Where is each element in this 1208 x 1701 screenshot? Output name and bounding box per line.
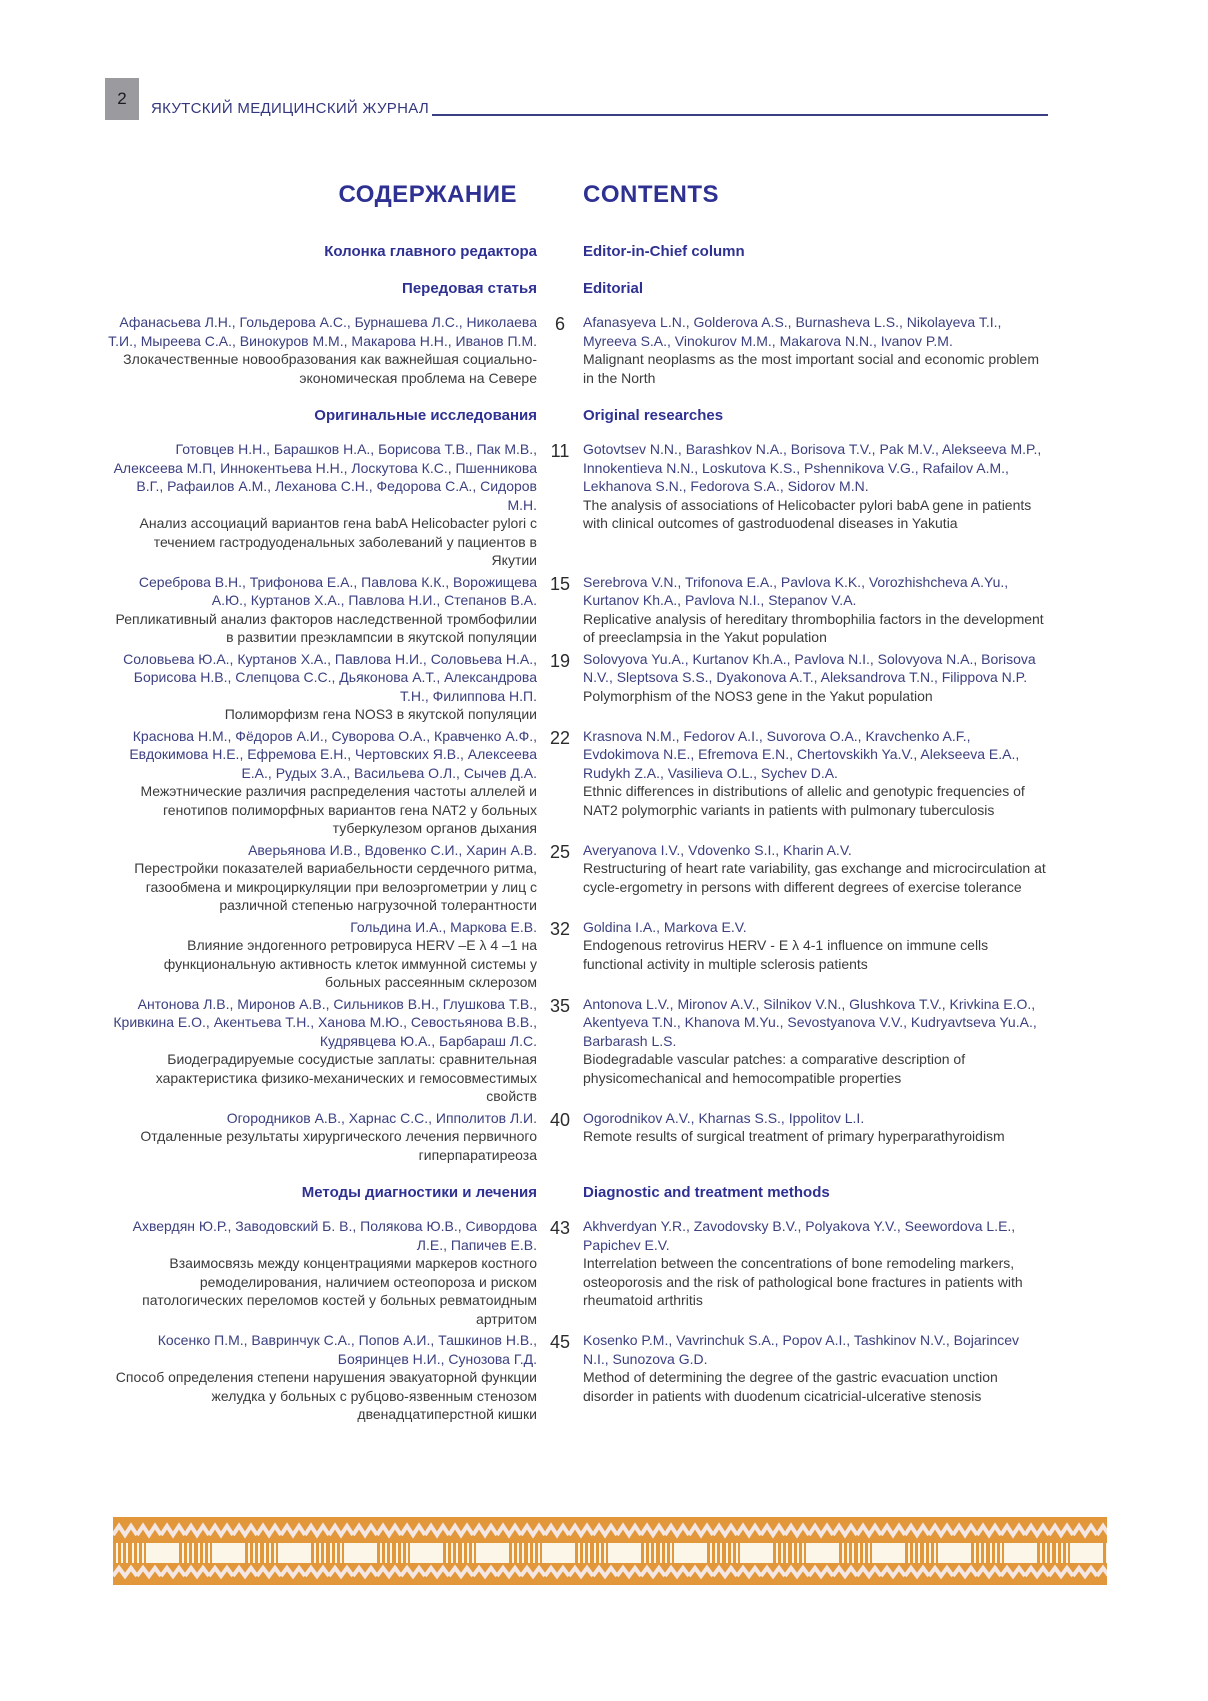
entry-title-en: Remote results of surgical treatment of primary hyperparathyroidism [583,1128,1005,1144]
entry-title-ru: Полиморфизм гена NOS3 в якутской популяции [224,706,537,722]
entry-russian [105,1331,537,1424]
entry-page-number: 32 [549,918,571,939]
table-of-contents [105,181,1048,1427]
toc-entry [105,918,1048,992]
entry-russian [105,1217,537,1328]
entry-authors-ru: Гольдина И.А., Маркова Е.В. [350,918,537,935]
entry-title-ru: Межэтнические различия распределения частоты аллелей и генотипов полиморфных вариантов гена NAT2 у больных туберкулезом органов дыхания [140,783,537,836]
section-header-ru: Передовая статья [402,280,537,297]
entry-authors-ru: Огородников А.В., Харнас С.С., Ипполитов Л.И. [226,1109,537,1126]
section-header-en: Editor-in-Chief column [583,243,745,260]
section-header-row [105,243,1048,260]
entry-authors-en: Gotovtsev N.N., Barashkov N.A., Borisova T.V., Pak M.V., Alekseeva M.P., Innokentieva N.N., Loskutova K.S., Pshennikova V.G., Rafailov A.M., Lekhanova S.N., Fedorova S.A., Sidorov M.N. [583,441,1042,494]
entry-english [583,841,1048,915]
entry-title-ru: Перестройки показателей вариабельности сердечного ритма, газообмена и микроциркуляции при велоэргометрии у лиц с различной степенью нагрузочной толерантности [134,860,537,913]
section-header-en: Original researches [583,407,724,424]
toc-entry [105,1331,1048,1424]
entry-authors-en: Kosenko P.M., Vavrinchuk S.A., Popov A.I., Tashkinov N.V., Bojarincev N.I., Sunozova G.D. [583,1332,1020,1367]
entry-page-number: 25 [549,841,571,862]
entry-page-number: 40 [549,1109,571,1130]
section-header-row [105,280,1048,297]
entry-authors-en: Antonova L.V., Mironov A.V., Silnikov V.N., Glushkova T.V., Krivkina E.O., Akentyeva T.N., Khanova M.Yu., Sevostyanova V.V., Kudryavtseva Yu.A., Barbarash L.S. [583,995,1037,1049]
entry-title-en: Malignant neoplasms as the most important social and economic problem in the North [583,351,1040,386]
entry-russian [105,995,537,1106]
toc-entry [105,440,1048,570]
toc-entry [105,1217,1048,1328]
entry-english [583,313,1048,387]
toc-entry [105,573,1048,647]
entry-authors-en: Solovyova Yu.A., Kurtanov Kh.A., Pavlova N.I., Solovyova N.A., Borisova N.V., Sleptsova S.S., Dyakonova A.T., Aleksandrova T.N., Filippova N.P. [583,650,1036,685]
entry-russian [105,918,537,992]
entry-title-en: Endogenous retrovirus HERV - E λ 4-1 influence on immune cells functional activity in multiple sclerosis patients [583,937,989,972]
zigzag-band-top [113,1517,1107,1543]
section-header-spacer [537,407,583,424]
entry-authors-ru: Афанасьева Л.Н., Гольдерова А.С., Бурнашева Л.С., Николаева Т.И., Мыреева С.А., Винокуров М.М., Макарова Н.Н., Иванов П.М. [108,314,537,349]
entry-authors-ru: Ахвердян Ю.Р., Заводовский Б. В., Полякова Ю.В., Сивордова Л.Е., Папичев Е.В. [132,1218,537,1253]
entry-authors-en: Afanasyeva L.N., Golderova A.S., Burnasheva L.S., Nikolayeva T.I., Myreeva S.A., Vinokurov M.M., Makarova N.N., Ivanov P.M. [583,314,1002,349]
entry-authors-ru: Сереброва В.Н., Трифонова Е.А., Павлова К.К., Ворожищева А.Ю., Куртанов Х.А., Павлова Н.И., Степанов В.А. [138,573,537,608]
entry-authors-en: Serebrova V.N., Trifonova E.A., Pavlova K.K., Vorozhishcheva A.Yu., Kurtanov Kh.A., Pavlova N.I., Stepanov V.A. [583,573,1009,608]
entry-title-en: Polymorphism of the NOS3 gene in the Yakut population [583,687,933,704]
entry-russian [105,650,537,724]
toc-entry [105,841,1048,915]
entry-title-ru: Репликативный анализ факторов наследственной тромбофилии в развитии преэклампсии в якутской популяции [115,610,537,645]
entry-title-ru: Влияние эндогенного ретровируса HERV –E λ 4 –1 на функциональную активность клеток иммунной системы у больных рассеянным склерозом [163,937,537,990]
entry-title-ru: Биодеградируемые сосудистые заплаты: сравнительная характеристика физико-механических и гемосовместимых свойств [155,1051,537,1104]
toc-title-row [105,181,1048,209]
entry-russian [105,841,537,915]
section-header-row [105,1184,1048,1201]
toc-entry [105,995,1048,1106]
section-header-spacer [537,243,583,260]
section-header-row [105,407,1048,424]
page-header [105,78,1048,122]
toc-body [105,243,1048,1424]
entry-english [583,573,1048,647]
entry-title-ru: Отдаленные результаты хирургического лечения первичного гиперпаратиреоза [140,1128,537,1163]
entry-english [583,1217,1048,1328]
entry-title-en: Restructuring of heart rate variability, gas exchange and microcirculation at cycle-ergometry in persons with different degrees of exercise tolerance [583,860,1046,895]
entry-russian [105,440,537,570]
section-header-en: Diagnostic and treatment methods [583,1184,830,1201]
entry-russian [105,573,537,647]
entry-page-number: 11 [550,441,570,461]
entry-authors-ru: Готовцев Н.Н., Барашков Н.А., Борисова Т.В., Пак М.В., Алексеева М.П, Иннокентьева Н.Н., Лоскутова К.С., Пшенникова В.Г., Рафаилов А.М., Леханова С.Н., Федорова С.А., Сидоров М.Н. [113,441,537,513]
entry-page-number: 19 [549,650,571,671]
section-header-spacer [537,280,583,297]
entry-authors-en: Akhverdyan Y.R., Zavodovsky B.V., Polyakova Y.V., Seewordova L.E., Papichev E.V. [583,1218,1016,1253]
toc-title-ru: СОДЕРЖАНИЕ [338,181,517,208]
entry-page-number: 43 [549,1218,571,1238]
section-header-ru: Методы диагностики и лечения [301,1184,537,1201]
entry-russian [105,727,537,838]
entry-english [583,918,1048,992]
entry-authors-ru: Аверьянова И.В., Вдовенко С.И., Харин А.В. [248,841,537,858]
entry-authors-ru: Соловьева Ю.А., Куртанов Х.А., Павлова Н.И., Соловьева Н.А., Борисова Н.В., Слепцова С.С., Дьяконова А.Т., Александрова Т.Н., Филиппова Н.П. [123,650,537,704]
entry-title-en: The analysis of associations of Helicobacter pylori babA gene in patients with clinical outcomes of gastroduodenal diseases in Yakutia [583,496,1032,531]
entry-title-en: Biodegradable vascular patches: a comparative description of physicomechanical and hemocompatible properties [583,1051,966,1086]
entry-title-en: Interrelation between the concentrations of bone remodeling markers, osteoporosis and the risk of pathological bone fractures in patients with rheumatoid arthritis [583,1255,1023,1308]
section-header-spacer [537,1184,583,1201]
entry-authors-ru: Краснова Н.М., Фёдоров А.И., Суворова О.А., Кравченко А.Ф., Евдокимова Н.Е., Ефремова Е.Н., Чертовских Я.В., Алексеева Е.А., Рудых З.А., Васильева О.Л., Сычев Д.А. [129,727,537,781]
toc-entry [105,650,1048,724]
toc-entry [105,1109,1048,1165]
entry-english [583,440,1048,570]
entry-title-ru: Способ определения степени нарушения эвакуаторной функции желудка у больных с рубцово-язвенным стенозом двенадцатиперстной кишки [115,1369,537,1422]
entry-authors-en: Krasnova N.M., Fedorov A.I., Suvorova O.A., Kravchenko A.F., Evdokimova N.E., Efremova E.N., Chertovskikh Ya.V., Alekseeva E.A., Rudykh Z.A., Vasilieva O.L., Sychev D.A. [583,727,1020,781]
entry-english [583,995,1048,1106]
entry-authors-en: Goldina I.A., Markova E.V. [583,918,747,935]
entry-english [583,650,1048,724]
entry-authors-ru: Антонова Л.В., Миронов А.В., Сильников В.Н., Глушкова Т.В., Кривкина Е.О., Акентьева Т.Н., Ханова М.Ю., Севостьянова В.В., Кудрявцева Ю.А., Барбараш Л.С. [113,995,537,1049]
entry-page-number: 35 [549,995,571,1016]
entry-authors-ru: Косенко П.М., Вавринчук С.А., Попов А.И., Ташкинов Н.В., Бояринцев Н.И., Сунозова Г.Д. [157,1332,537,1367]
section-header-ru: Оригинальные исследования [314,407,537,424]
entry-title-en: Replicative analysis of hereditary thrombophilia factors in the development of preeclampsia in the Yakut population [583,610,1044,645]
entry-english [583,727,1048,838]
toc-title-en: CONTENTS [583,181,719,208]
entry-english [583,1109,1048,1165]
entry-title-ru: Взаимосвязь между концентрациями маркеров костного ремоделирования, наличием остеопороза и риском патологических переломов костей у больных ревматоидным артритом [142,1255,537,1327]
entry-page-number: 15 [549,573,571,594]
entry-page-number: 6 [554,314,565,334]
toc-entry [105,313,1048,387]
entry-title-ru: Злокачественные новообразования как важнейшая социально-экономическая проблема на Севере [123,351,537,386]
entry-title-ru: Анализ ассоциаций вариантов гена babA Helicobacter pylori с течением гастродуоденальных заболеваний у пациентов в Якутии [139,515,537,568]
toc-entry [105,727,1048,838]
entry-page-number: 45 [549,1332,571,1352]
zigzag-band-bottom [113,1563,1107,1585]
entry-russian [105,313,537,387]
entry-page-number: 22 [549,727,571,748]
header-rule [432,114,1048,116]
ornamental-border [113,1517,1107,1585]
entry-title-en: Method of determining the degree of the gastric evacuation unction disorder in patients with duodenum cicatricial-ulcerative stenosis [583,1369,998,1404]
entry-english [583,1331,1048,1424]
bars-band [113,1543,1107,1563]
page-number-box [105,78,139,120]
entry-russian [105,1109,537,1165]
entry-title-en: Ethnic differences in distributions of allelic and genotypic frequencies of NAT2 polymorphic variants in patients with pulmonary tuberculosis [583,783,1025,818]
entry-authors-en: Averyanova I.V., Vdovenko S.I., Kharin A.V. [583,841,852,858]
section-header-ru: Колонка главного редактора [324,243,537,260]
page-number: 2 [117,89,127,108]
section-header-en: Editorial [583,280,644,297]
journal-name: ЯКУТСКИЙ МЕДИЦИНСКИЙ ЖУРНАЛ [151,100,430,117]
entry-authors-en: Ogorodnikov A.V., Kharnas S.S., Ippolitov L.I. [583,1109,865,1126]
